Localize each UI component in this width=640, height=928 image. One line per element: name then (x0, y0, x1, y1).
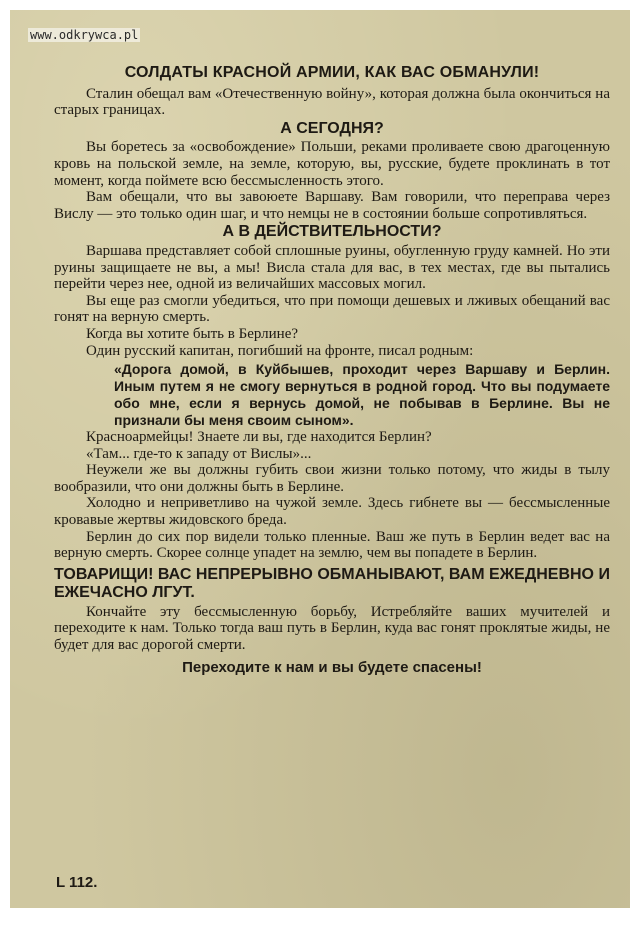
watermark: www.odkrywca.pl (30, 28, 139, 42)
captain-quote: «Дорога домой, в Куйбышев, проходит через Варшаву и Берлин. Иным путем я не смогу вернуться в родной город. Что вы подумаете обо мне, если я вернусь домой, не побывав в Берлине. Вы не признали бы меня своим сыном». (114, 361, 610, 429)
paragraph: Вам обещали, что вы завоюете Варшаву. Вам говорили, что переправа через Вислу — это только один шаг, и что немцы не в состоянии больше сопротивляться. (54, 189, 610, 222)
paragraph: Когда вы хотите быть в Берлине? (86, 325, 299, 342)
leaflet-title: СОЛДАТЫ КРАСНОЙ АРМИИ, КАК ВАС ОБМАНУЛИ! (124, 64, 540, 81)
paragraph: Берлин до сих пор видели только пленные. Ваш же путь в Берлин ведет вас на верную смерть. Скорее солнце упадет на землю, чем вы попадете в Берлин. (54, 528, 610, 562)
leaflet-page (10, 10, 630, 908)
closing-line: Переходите к нам и вы будете спасены! (182, 658, 482, 676)
leaflet-code: L 112. (56, 874, 98, 891)
paragraph: Сталин обещал вам «Отечественную войну», которая должна была окончиться на старых границах. (54, 85, 610, 119)
paragraph: Варшава представляет собой сплошные руины, обугленную груду камней. Но эти руины защищаете не вы, а мы! Висла стала для вас, в тех местах, где вы пытались перейти через нее, одной из величайших массовых могил. (54, 242, 610, 293)
paragraph: Вы боретесь за «освобождение» Польши, реками проливаете свою драгоценную кровь на польской земле, на земле, которую, вы, русские, будете проклинать в тот момент, когда поймете всю бессмысленность этого. (54, 139, 610, 189)
paragraph: Вы еще раз смогли убедиться, что при помощи дешевых и лживых обещаний вас гонят на верную смерть. (54, 292, 610, 326)
leaflet-text (54, 65, 610, 676)
paragraph: Неужели же вы должны губить свои жизни только потому, что жиды в тылу вообразили, что они должны быть в Берлине. (54, 462, 610, 495)
paragraph: Один русский капитан, погибший на фронте, писал родным: (86, 342, 474, 359)
section-heading: А В ДЕЙСТВИТЕЛЬНОСТИ? (222, 223, 442, 241)
section-heading: А СЕГОДНЯ? (280, 119, 384, 137)
paragraph: Красноармейцы! Знаете ли вы, где находится Берлин? (86, 429, 432, 446)
final-heading: ТОВАРИЩИ! ВАС НЕПРЕРЫВНО ОБМАНЫВАЮТ, ВАМ ЕЖЕДНЕВНО И ЕЖЕЧАСНО ЛГУТ. (54, 565, 610, 601)
paragraph: Кончайте эту бессмысленную борьбу, Истребляйте ваших мучителей и переходите к нам. Только тогда ваш путь в Берлин, куда вас гонят проклятые жиды, не будет для вас дорогой смерти. (54, 603, 610, 654)
paragraph: «Там... где-то к западу от Вислы»... (86, 445, 312, 462)
paragraph: Холодно и неприветливо на чужой земле. Здесь гибнете вы — бессмысленные кровавые жертвы жидовского бреда. (54, 495, 610, 529)
